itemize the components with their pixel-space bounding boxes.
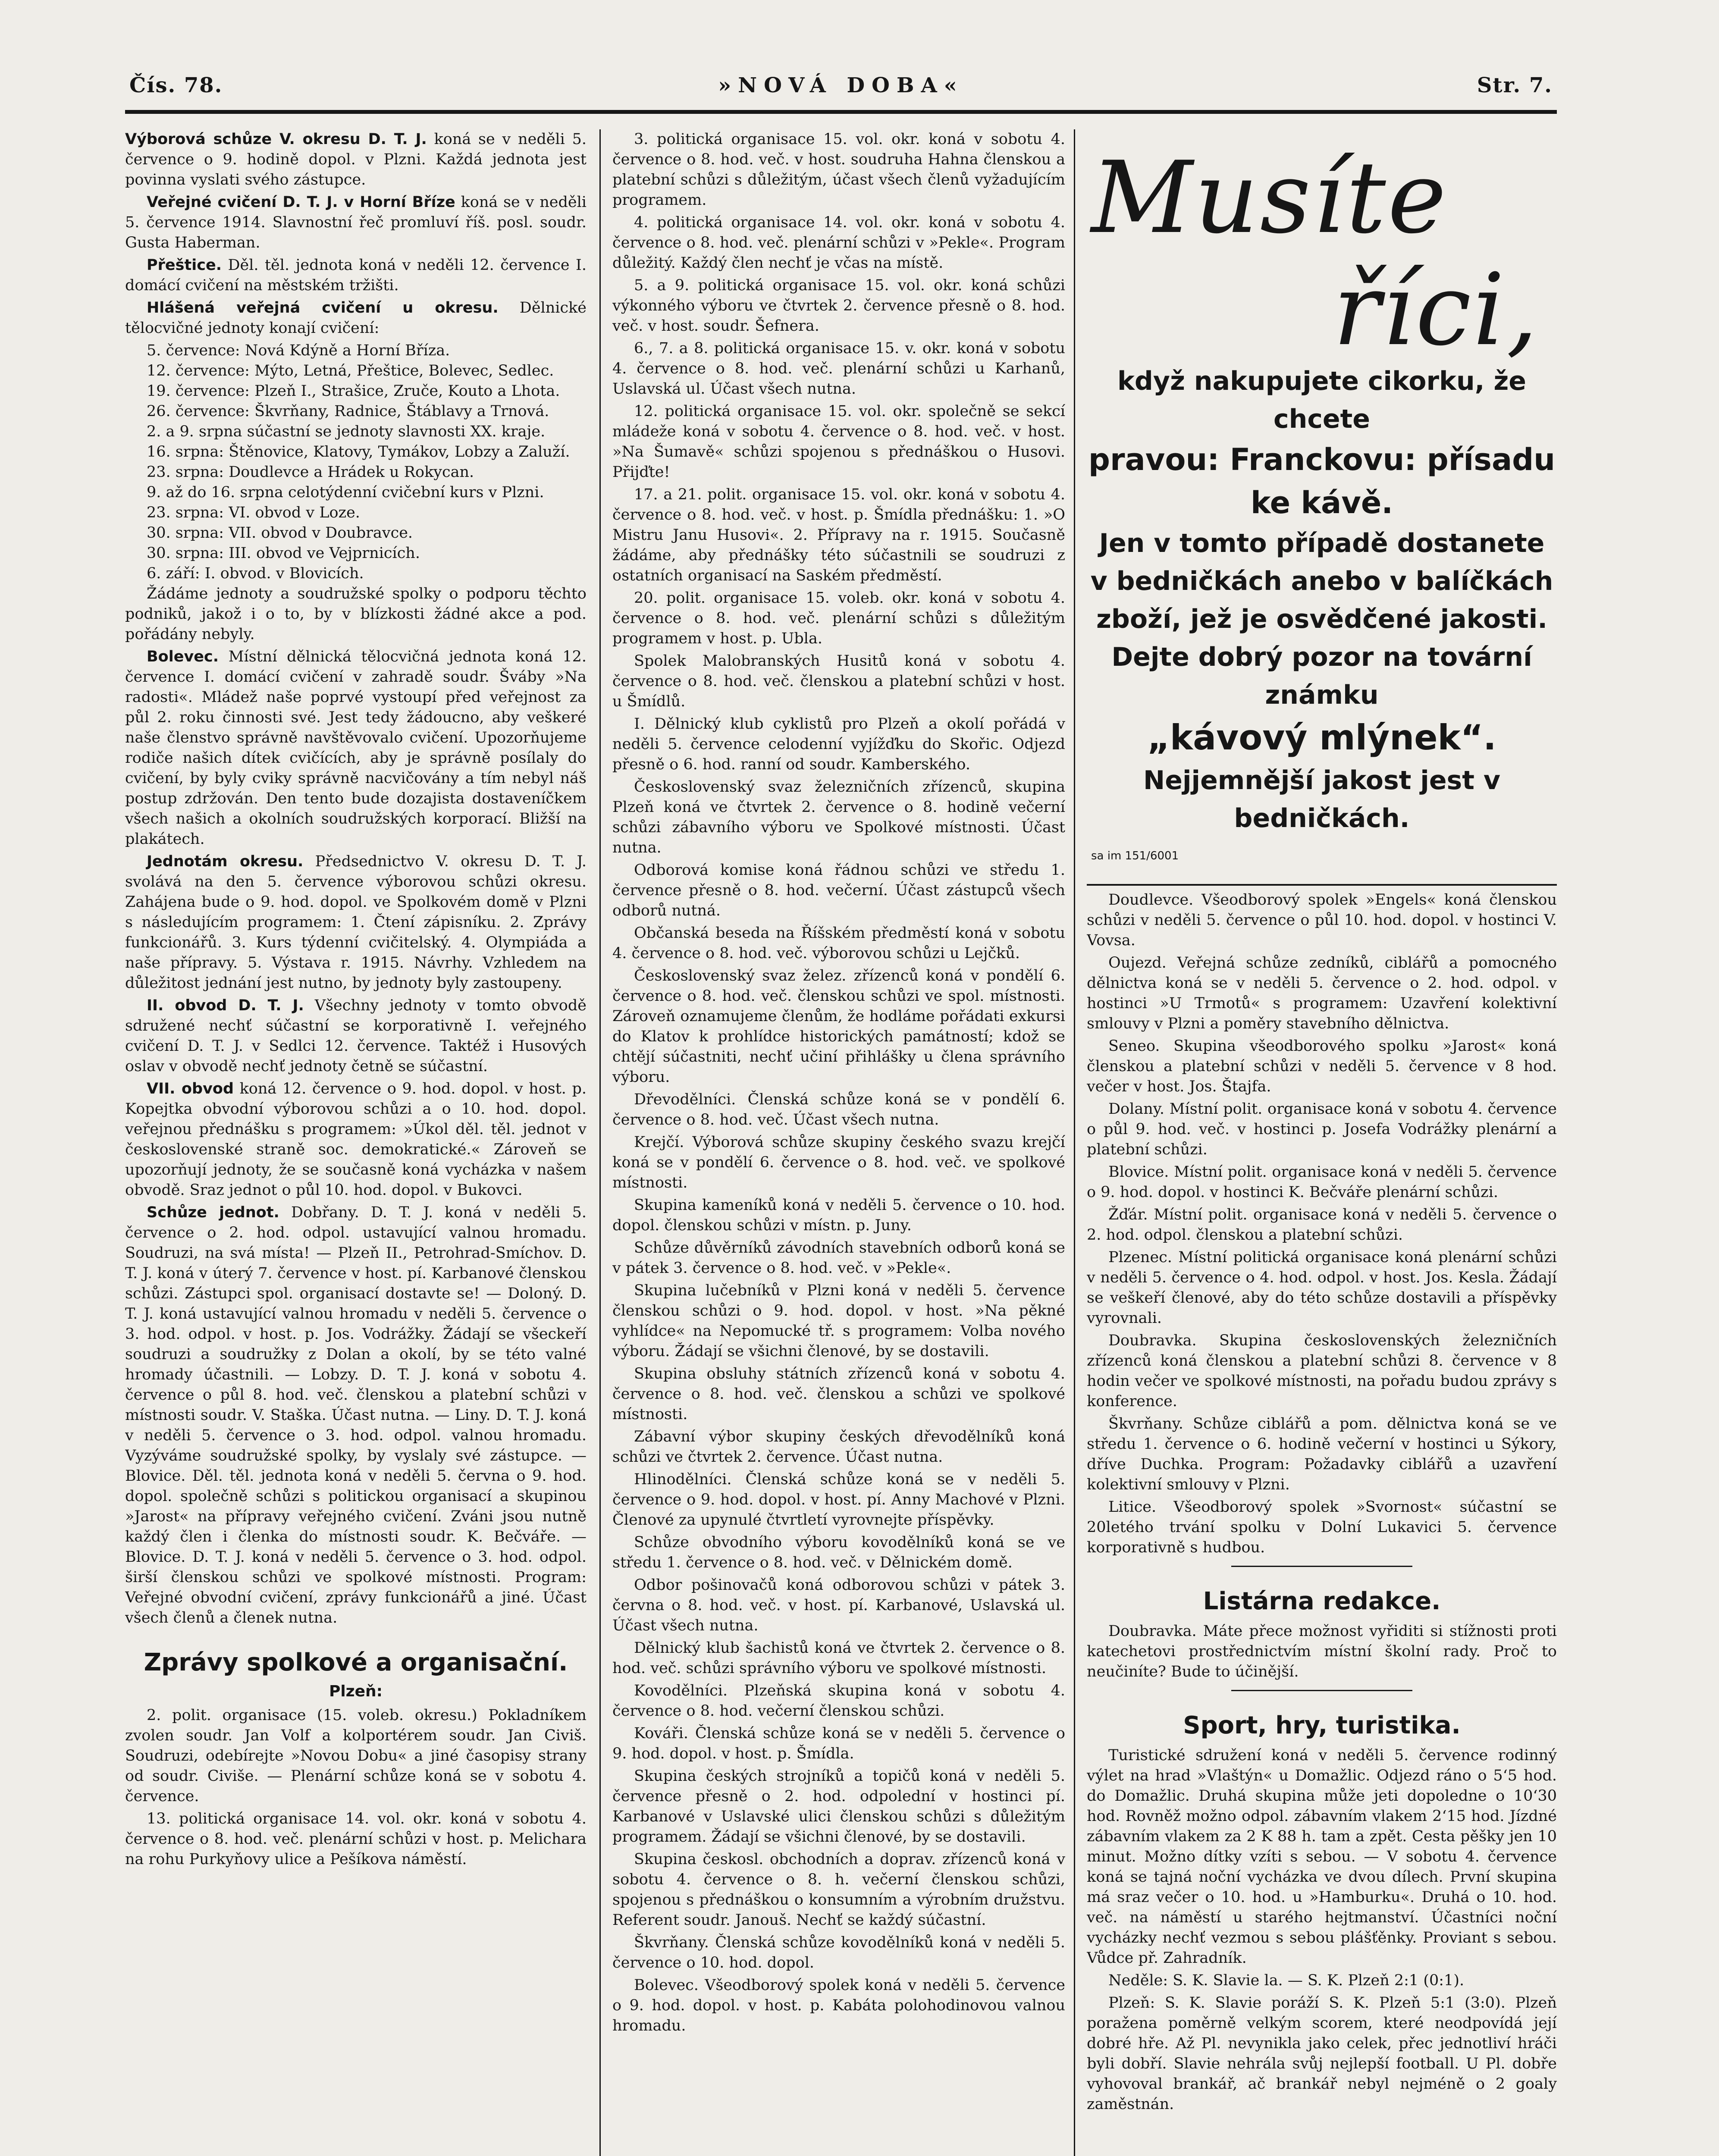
ad-trademark: „kávový mlýnek“. bbox=[1147, 718, 1496, 758]
list-item: 23. srpna: VI. obvod v Loze. bbox=[147, 504, 360, 521]
notice-paragraph: Krejčí. Výborová schůze skupiny českého svazu krejčí koná se v pondělí 6. července o 8. hod. več. ve spolkové místnosti. bbox=[612, 1134, 1065, 1191]
notice-paragraph: 5. a 9. politická organisace 15. vol. okr. koná schůzi výkonného výboru ve čtvrtek 2. července přesně o 8. hod. več. v host. soudr. Šefnera. bbox=[612, 277, 1065, 335]
notice-paragraph: Skupina obsluhy státních zřízenců koná v sobotu 4. července o 8. hod. več. členskou a schůzi ve spolkové místnosti. bbox=[612, 1365, 1065, 1423]
notice-paragraph: 4. politická organisace 14. vol. okr. koná v sobotu 4. července o 8. hod. več. plenární schůzi v »Pekle«. Program důležitý. Každý člen nechť je včas na místě. bbox=[612, 214, 1065, 272]
article-text: koná se v neděli 5. července 1914. Slavnostní řeč promluví říš. posl. soudr. Gusta Haberman. bbox=[125, 194, 587, 251]
article-lead: Veřejné cvičení D. T. J. v Horní Bříze bbox=[147, 194, 455, 211]
column-1 bbox=[125, 129, 587, 2156]
article-text: Děl. těl. jednota koná v neděli 12. července I. domácí cvičení na městském tržišti. bbox=[125, 257, 587, 294]
ad-code: sa im 151/6001 bbox=[1091, 849, 1179, 862]
notice-paragraph: Odborová komise koná řádnou schůzi ve středu 1. července přesně o 8. hod. večerní. Účast zástupců všech odborů nutná. bbox=[612, 862, 1065, 919]
notice-paragraph: 17. a 21. polit. organisace 15. vol. okr. koná v sobotu 4. července o 8. hod. več. v host. p. Šmídla přednášku: 1. »O Mistru Janu Husovi«. 2. Přípravy na r. 1915. Současně žádáme, aby přednášky této súčastnili se soudruzi z ostatních organisací na Saském předměstí. bbox=[612, 486, 1065, 584]
ad-text: pravou: Franckovu: přísadu ke kávě. bbox=[1088, 442, 1556, 520]
notice-paragraph: Doubravka. Máte přece možnost vyřiditi si stížnosti proti katechetovi prostřednictvím místní školní rady. Proč to neučiníte? Bude to účinější. bbox=[1087, 1623, 1557, 1680]
article-paragraph: 13. politická organisace 14. vol. okr. koná v sobotu 4. července o 8. hod. več. plenární schůzi v host. p. Melichara na rohu Purkyňovy ulice a Pešíkova náměstí. bbox=[125, 1810, 587, 1868]
list-item: 19. července: Plzeň I., Strašice, Zruče, Kouto a Lhota. bbox=[147, 382, 560, 400]
notice-paragraph: Československý svaz železničních zřízenců, skupina Plzeň koná ve čtvrtek 2. července o 8. hodině večerní schůzi zábavního výboru ve Spolkové místnosti. Účast nutna. bbox=[612, 778, 1065, 856]
list-item: 6. září: I. obvod. v Blovicích. bbox=[147, 565, 364, 582]
notice-paragraph: Dolany. Místní polit. organisace koná v sobotu 4. července o půl 9. hod. več. v hostinci p. Josefa Vodrážky plenární a platební schůzi. bbox=[1087, 1100, 1557, 1158]
list-item: 5. července: Nová Kdýně a Horní Bříza. bbox=[147, 342, 450, 359]
article-lead: Hlášená veřejná cvičení u okresu. bbox=[147, 299, 499, 317]
notice-paragraph: Skupina lučebníků v Plzni koná v neděli 5. července členskou schůzi o 9. hod. dopol. v host. »Na pěkné vyhlídce« na Nepomucké tř. s programem: Volba nového výboru. Žádají se všichni členové, by se dostavili. bbox=[612, 1282, 1065, 1360]
section-heading: Zprávy spolkové a organisační. bbox=[144, 1648, 568, 1677]
article-text: koná 12. července o 9. hod. dopol. v host. p. Kopejtka obvodní výborovou schůzi a o 10. hod. dopol. veřejnou přednášku s programem: »Úkol děl. těl. jednot v československé straně soc. demokratické.« Zároveň se upozorňují jednoty, že se současně koná vycházka v našem obvodě. Sraz jednot o půl 10. hod. dopol. v Bukovci. bbox=[125, 1080, 587, 1199]
article-paragraph bbox=[125, 1079, 587, 1200]
divider bbox=[1231, 1566, 1412, 1567]
notice-paragraph: Odbor pošinovačů koná odborovou schůzi v pátek 3. června o 8. hod. več. v host. pí. Karbanové, Uslavská ul. Účast všech nutna. bbox=[612, 1576, 1065, 1634]
article-text: Všechny jednoty v tomto obvodě sdružené nechť súčastní se korporativně I. veřejného cvičení D. T. J. v Sedlci 12. července. Taktéž i Husových oslav v obvodě nechť jednoty četně se súčastní. bbox=[125, 997, 587, 1075]
ad-text: Nejjemnější jakost jest v bedničkách. bbox=[1143, 765, 1500, 834]
notice-paragraph: Kováři. Členská schůze koná se v neděli 5. července o 9. hod. dopol. v host. p. Šmídla. bbox=[612, 1725, 1065, 1762]
notice-paragraph: Skupina kameníků koná v neděli 5. července o 10. hod. dopol. členskou schůzi v místn. p. Juny. bbox=[612, 1197, 1065, 1234]
list-item: 26. července: Škvrňany, Radnice, Štáblavy a Trnová. bbox=[147, 403, 549, 420]
notice-paragraph: Doudlevce. Všeodborový spolek »Engels« koná členskou schůzi v neděli 5. července o půl 10. hod. dopol. v hostinci V. Vovsa. bbox=[1087, 891, 1557, 949]
article-text: Místní dělnická tělocvičná jednota koná 12. července I. domácí cvičení v zahradě soudr. Šváby »Na radosti«. Mládež naše poprvé vystoupí před veřejnost za půl 2. roku činnosti své. Jest tedy žádoucno, aby veškeré naše členstvo správně navštěvovalo cvičení. Upozorňujeme rodiče našich dítek cvičících, aby je správně posílaly do cvičení, by byly cviky správně nacvičovány a tím nebyl náš postup zdržován. Den tento bude dozajista dostaveníčkem všech našich a okolních soudružských korporací. Bližší na plakátech. bbox=[125, 648, 587, 848]
list-item: 30. srpna: III. obvod ve Vejprnicích. bbox=[147, 545, 420, 562]
list-item: 12. července: Mýto, Letná, Přeštice, Bolevec, Sedlec. bbox=[147, 362, 554, 379]
article-text: Dělnické tělocvičné jednoty konají cvičení: bbox=[125, 299, 587, 337]
article-paragraph: Žádáme jednoty a soudružské spolky o podporu těchto podniků, jakož i o to, by v blízkosti žádné akce a pod. pořádány nebyly. bbox=[125, 585, 587, 643]
notice-paragraph: 12. politická organisace 15. vol. okr. společně se sekcí mládeže koná v sobotu 4. července o 8. hod. več. v host. »Na Šumavě« schůzi spojenou s přednáškou o Husovi. Přijďte! bbox=[612, 403, 1065, 481]
divider bbox=[1087, 884, 1557, 886]
exercise-schedule-list bbox=[125, 341, 587, 584]
notice-paragraph: Občanská beseda na Říšském předměstí koná v sobotu 4. července o 8. hod. več. výborovou schůzi u Lejčků. bbox=[612, 924, 1065, 962]
notice-paragraph: Plzenec. Místní politická organisace koná plenární schůzi v neděli 5. července o 4. hod. odpol. v host. Jos. Kesla. Žádají se veškeří členové, aby do této schůze dostavili a příspěvky vyrovnali. bbox=[1087, 1249, 1557, 1327]
list-item: 9. až do 16. srpna celotýdenní cvičební kurs v Plzni. bbox=[147, 484, 544, 501]
article-paragraph bbox=[125, 647, 587, 849]
article-paragraph bbox=[125, 192, 587, 253]
notice-paragraph: 6., 7. a 8. politická organisace 15. v. okr. koná v sobotu 4. července o 8. hod. več. plenární schůzi u Karhanů, Uslavská ul. Účast všech nutna. bbox=[612, 340, 1065, 398]
ad-script-headline: říci, bbox=[1333, 253, 1540, 368]
notice-paragraph: Spolek Malobranských Husitů koná v sobotu 4. července o 8. hod. več. členskou a platební schůzi v host. u Šmídlů. bbox=[612, 652, 1065, 710]
notice-paragraph: Plzeň: S. K. Slavie poráží S. K. Plzeň 5:1 (3:0). Plzeň poražena poměrně velkým scorem, které neodpovídá její dobré hře. Až Pl. nevynikla jako celek, přec jednotliví hráči byli dobří. Slavie nehrála svůj nejlepší football. U Pl. dobře vyhovoval brankář, ač brankář nebyl nejméně o 2 goaly zaměstnán. bbox=[1087, 1994, 1557, 2113]
notice-paragraph: Škvrňany. Schůze ciblářů a pom. dělnictva koná se ve středu 1. července o 6. hodině večerní v hostinci u Sýkory, dříve Duchka. Program: Požadavky ciblářů a uzavření kolektivní smlouvy v Plzni. bbox=[1087, 1415, 1557, 1493]
notice-paragraph: Kovodělníci. Plzeňská skupina koná v sobotu 4. července o 8. hod. večerní členskou schůzi. bbox=[612, 1682, 1065, 1720]
coffee-advertisement bbox=[1087, 141, 1557, 880]
list-item: 30. srpna: VII. obvod v Doubravce. bbox=[147, 524, 413, 542]
page-header bbox=[129, 73, 1553, 112]
notice-paragraph: Blovice. Místní polit. organisace koná v neděli 5. července o 9. hod. dopol. v hostinci K. Bečváře plenární schůzi. bbox=[1087, 1163, 1557, 1201]
column-2 bbox=[612, 129, 1065, 2156]
notice-paragraph: Hlinodělníci. Členská schůze koná se v neděli 5. července o 9. hod. dopol. v host. pí. Anny Machové v Plzni. Členové za upynulé čtvrtletí vyrovnejte příspěvky. bbox=[612, 1471, 1065, 1529]
article-lead: Výborová schůze V. okresu D. T. J. bbox=[125, 131, 427, 148]
article-lead: II. obvod D. T. J. bbox=[147, 997, 304, 1014]
article-lead: Přeštice. bbox=[147, 257, 222, 274]
page-number: Str. 7. bbox=[1477, 73, 1553, 97]
notice-paragraph: Zábavní výbor skupiny českých dřevodělníků koná schůzi ve čtvrtek 2. července. Účast nutna. bbox=[612, 1428, 1065, 1466]
column-divider bbox=[599, 129, 601, 2156]
article-paragraph bbox=[125, 996, 587, 1077]
notice-paragraph: Bolevec. Všeodborový spolek koná v neděli 5. července o 9. hod. dopol. v host. p. Kabáta polohodinovou valnou hromadu. bbox=[612, 1977, 1065, 2034]
article-lead: VII. obvod bbox=[147, 1080, 234, 1097]
notice-paragraph: Dřevodělníci. Členská schůze koná se v pondělí 6. července o 8. hod. več. Účast všech nutna. bbox=[612, 1091, 1065, 1128]
list-item: 23. srpna: Doudlevce a Hrádek u Rokycan. bbox=[147, 464, 474, 481]
article-paragraph bbox=[125, 1203, 587, 1628]
issue-number: Čís. 78. bbox=[129, 73, 223, 97]
notice-paragraph: Schůze obvodního výboru kovodělníků koná se ve středu 1. července o 8. hod. več. v Dělnickém domě. bbox=[612, 1534, 1065, 1571]
notice-paragraph: I. Dělnický klub cyklistů pro Plzeň a okolí pořádá v neděli 5. července celodenní vyjížďku do Skořic. Odjezd přesně o 6. hod. ranní od soudr. Kamberského. bbox=[612, 715, 1065, 773]
article-lead: Schůze jednot. bbox=[147, 1204, 279, 1221]
divider bbox=[1231, 1690, 1412, 1691]
notice-paragraph: Skupina českých strojníků a topičů koná v neděli 5. července přesně o 2. hod. odpolední v hostinci pí. Karbanové v Uslavské ulici členskou schůzi s důležitým programem. Žádají se všichni členové, by se dostavili. bbox=[612, 1767, 1065, 1846]
article-text: Předsednictvo V. okresu D. T. J. svolává na den 5. července výborovou schůzi okresu. Zahájena bude o 9. hod. dopol. ve Spolkovém domě v Plzni s následujícím programem: 1. Čtení zápisníku. 2. Zprávy funkcionářů. 3. Kurs týdenní cvičitelský. 4. Olympiáda a naše přípravy. 5. Výstava r. 1915. Návrhy. Vzhledem na důležitost jednání jest nutno, by jednoty byly zastoupeny. bbox=[125, 853, 587, 992]
notice-paragraph: Skupina českosl. obchodních a doprav. zřízenců koná v sobotu 4. července o 8. h. večerní členskou schůzi, spojenou s přednáškou o konsumním a výrobním družstvu. Referent soudr. Janouš. Nechť se každý súčastní. bbox=[612, 1851, 1065, 1929]
notice-paragraph: Neděle: S. K. Slavie la. — S. K. Plzeň 2:1 (0:1). bbox=[1108, 1972, 1465, 1989]
notice-paragraph: Doubravka. Skupina československých železničních zřízenců koná členskou a platební schůzi 8. července v 8 hodin večer ve spolkové místnosti, na pořadu budou zprávy s konference. bbox=[1087, 1332, 1557, 1410]
notice-paragraph: 3. politická organisace 15. vol. okr. koná v sobotu 4. července o 8. hod. več. v host. soudruha Hahna členskou a platební schůzi s důležitým, účast všech členů vyžadujícím programem. bbox=[612, 131, 1065, 209]
column-divider bbox=[1074, 129, 1075, 2156]
list-item: 16. srpna: Štěnovice, Klatovy, Tymákov, Lobzy a Zaluží. bbox=[147, 443, 570, 461]
article-lead: Bolevec. bbox=[147, 648, 219, 665]
article-paragraph bbox=[125, 129, 587, 190]
ad-text: Jen v tomto případě dostanete v bedničkách anebo v balíčkách zboží, jež je osvědčené jakosti. bbox=[1090, 528, 1553, 634]
section-subheading: Plzeň: bbox=[329, 1683, 383, 1700]
notice-paragraph: Turistické sdružení koná v neděli 5. července rodinný výlet na hrad »Vlaštýn« u Domažlic. Odjezd ráno o 5‘5 hod. do Domažlic. Druhá skupina může jeti dopoledne o 10‘30 hod. Rovněž možno odpol. zábavním vlakem 2‘15 hod. Jízdné zábavním vlakem za 2 K 88 h. tam a zpět. Cesta pěšky jen 10 minut. Možno dítky vzíti s sebou. — V sobotu 4. července koná se tajná noční vycházka ve dvou dílech. První skupina má sraz večer o 10. hod. u »Hamburku«. Druhá o 10. hod. več. na náměstí u starého hejtmanství. Účastníci noční vycházky nechť vezmou s sebou plášťěnky. Proviant s sebou. Vůdce př. Zahradník. bbox=[1087, 1747, 1557, 1967]
notice-paragraph: Dělnický klub šachistů koná ve čtvrtek 2. července o 8. hod. več. schůzi správního výboru ve spolkové místnosti. bbox=[612, 1639, 1065, 1677]
newspaper-title: »NOVÁ DOBA« bbox=[718, 73, 964, 97]
notice-paragraph: Žďár. Místní polit. organisace koná v neděli 5. července o 2. hod. odpol. členskou a platební schůzi. bbox=[1087, 1206, 1557, 1244]
ad-script-headline: Musíte bbox=[1091, 141, 1448, 256]
list-item: 2. a 9. srpna súčastní se jednoty slavnosti XX. kraje. bbox=[147, 423, 546, 440]
article-paragraph: 2. polit. organisace (15. voleb. okresu.) Pokladníkem zvolen soudr. Jan Volf a kolportérem soudr. Jan Civiš. Soudruzi, odebírejte »Novou Dobu« a jiné časopisy strany od soudr. Civiše. — Plenární schůze koná se v sobotu 4. července. bbox=[125, 1707, 587, 1805]
article-text: Dobřany. D. T. J. koná v neděli 5. července o 2. hod. odpol. ustavující valnou hromadu. Soudruzi, na svá místa! — Plzeň II., Petrohrad-Smíchov. D. T. J. koná v úterý 7. července v host. pí. Karbanové členskou schůzi. Zástupci spol. organisací dostavte se! — Doloný. D. T. J. koná ustavující valnou hromadu v neděli 5. července o 3. hod. odpol. v host. p. Jos. Vodrážky. Žádají se všeckeří soudruzi a soudružky z Dolan a okolí, by se této valné hromady účastnili. — Lobzy. D. T. J. koná v sobotu 4. července o půl 8. hod. več. členskou a platební schůzi v místnosti soudr. V. Staška. Účast nutna. — Liny. D. T. J. koná v neděli 5. července o 3. hod. odpol. valnou hromadu. Vyzýváme soudružské spolky, by vyslaly své zástupce. — Blovice. Děl. těl. jednota koná v neděli 5. června o 9. hod. dopol. společně schůzi s politickou organisací a skupinou »Jarost« na přípravy veřejného cvičení. Zváni jsou nutně každý člen i členka do místnosti soudr. K. Bečváře. — Blovice. D. T. J. koná v neděli 5. července o 3. hod. odpol. širší členskou schůzi ve spolkové místnosti. Program: Veřejné obvodní cvičení, zprávy funkcionářů a jiné. Účast všech členů a členek nutna. bbox=[125, 1204, 587, 1626]
article-text: koná se v neděli 5. července o 9. hodině dopol. v Plzni. Každá jednota jest povinna vyslati svého zástupce. bbox=[125, 131, 587, 188]
notice-paragraph: Škvrňany. Členská schůze kovodělníků koná v neděli 5. července o 10. hod. dopol. bbox=[612, 1934, 1065, 1971]
notice-paragraph: 20. polit. organisace 15. voleb. okr. koná v sobotu 4. července o 8. hod. več. plenární schůzi s důležitým programem v host. p. Ubla. bbox=[612, 589, 1065, 647]
ad-text: když nakupujete cikorku, že chcete bbox=[1117, 366, 1526, 434]
article-paragraph bbox=[125, 255, 587, 296]
article-paragraph bbox=[125, 298, 587, 338]
notice-paragraph: Oujezd. Veřejná schůze zedníků, ciblářů a pomocného dělnictva koná se v neděli 5. července o 2. hod. odpol. v hostinci »U Trmotů« s programem: Uzavření kolektivní smlouvy v Plzni a poměry stavebního dělnictva. bbox=[1087, 954, 1557, 1032]
notice-paragraph: Československý svaz želez. zřízenců koná v pondělí 6. července o 8. hod. več. členskou schůzi ve spol. místnosti. Zároveň oznamujeme členům, že hodláme pořádati exkursi do Klatov k prohlídce historických památností; kdož se chtějí súčastniti, nechť učiní přihlášky u člena správního výboru. bbox=[612, 967, 1065, 1086]
notice-paragraph: Litice. Všeodborový spolek »Svornost« súčastní se 20letého trvání spolku v Dolní Lukavici 5. července korporativně s hudbou. bbox=[1087, 1498, 1557, 1556]
notice-paragraph: Schůze důvěrníků závodních stavebních odborů koná se v pátek 3. července o 8. hod. več. v »Pekle«. bbox=[612, 1239, 1065, 1277]
notice-paragraph: Seneo. Skupina všeodborového spolku »Jarost« koná členskou a platební schůzi v neděli 5. července v 8 hod. večer v host. Jos. Štajfa. bbox=[1087, 1037, 1557, 1095]
section-heading: Sport, hry, turistika. bbox=[1183, 1711, 1461, 1739]
ad-text: Dejte dobrý pozor na tovární známku bbox=[1111, 642, 1532, 710]
article-paragraph bbox=[125, 852, 587, 993]
article-lead: Jednotám okresu. bbox=[147, 853, 304, 870]
column-3 bbox=[1087, 129, 1557, 2156]
section-heading: Listárna redakce. bbox=[1203, 1587, 1441, 1615]
header-rule bbox=[125, 110, 1557, 114]
